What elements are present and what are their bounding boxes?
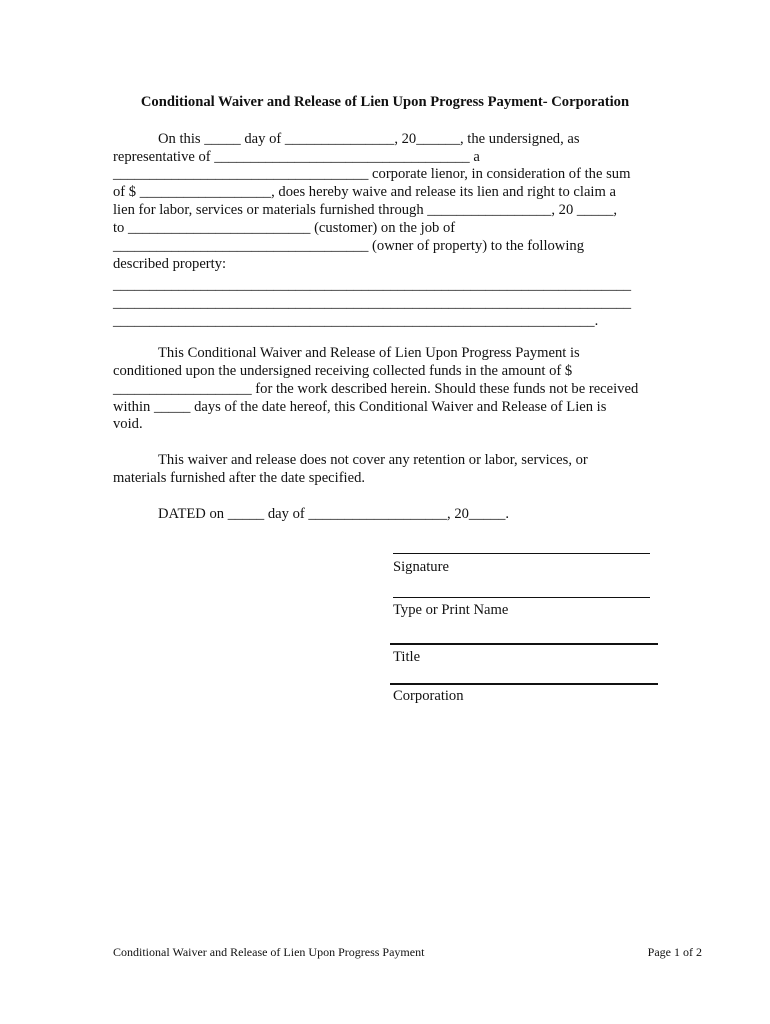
para1-line-7: ___________________________________ (owner of property) to the following bbox=[113, 238, 584, 254]
para1-line-4: of $ __________________, does hereby waive and release its lien and right to claim a bbox=[113, 184, 616, 200]
para2-line-1: This Conditional Waiver and Release of Lien Upon Progress Payment is bbox=[158, 345, 580, 361]
corporation-label: Corporation bbox=[393, 688, 464, 704]
property-line-3: __________________________________________________________________. bbox=[113, 313, 599, 329]
para2-line-4: within _____ days of the date hereof, this Conditional Waiver and Release of Lien is bbox=[113, 399, 607, 415]
signature-label: Signature bbox=[393, 559, 449, 575]
property-line-2: _______________________________________________________________________ bbox=[113, 295, 632, 311]
signature-line bbox=[393, 553, 650, 554]
para1-line-2: representative of ___________________________________ a bbox=[113, 149, 480, 165]
corporation-line bbox=[390, 683, 658, 685]
para1-line-6: to _________________________ (customer) on the job of bbox=[113, 220, 456, 236]
footer-page-number: Page 1 of 2 bbox=[647, 945, 702, 959]
footer-document-name: Conditional Waiver and Release of Lien Upon Progress Payment bbox=[113, 945, 425, 959]
print-name-line bbox=[393, 597, 650, 598]
para2-line-2: conditioned upon the undersigned receiving collected funds in the amount of $ bbox=[113, 363, 573, 379]
para1-line-5: lien for labor, services or materials furnished through _________________, 20 _____, bbox=[113, 202, 618, 218]
document-title: Conditional Waiver and Release of Lien Upon Progress Payment- Corporation bbox=[140, 94, 630, 110]
title-line bbox=[390, 643, 658, 645]
para2-line-5: void. bbox=[113, 416, 143, 432]
title-label: Title bbox=[393, 649, 421, 665]
para1-line-1: On this _____ day of _______________, 20______, the undersigned, as bbox=[158, 131, 580, 147]
para1-line-8: described property: bbox=[113, 256, 227, 272]
print-name-label: Type or Print Name bbox=[393, 602, 509, 618]
dated-line: DATED on _____ day of ___________________, 20_____. bbox=[158, 506, 510, 522]
para3-line-2: materials furnished after the date specified. bbox=[113, 470, 366, 486]
para3-line-1: This waiver and release does not cover any retention or labor, services, or bbox=[158, 452, 588, 468]
para1-line-3: ___________________________________ corporate lienor, in consideration of the sum bbox=[113, 166, 631, 182]
property-line-1: _______________________________________________________________________ bbox=[113, 277, 632, 293]
para2-line-3: ___________________ for the work described herein. Should these funds not be received bbox=[113, 381, 639, 397]
